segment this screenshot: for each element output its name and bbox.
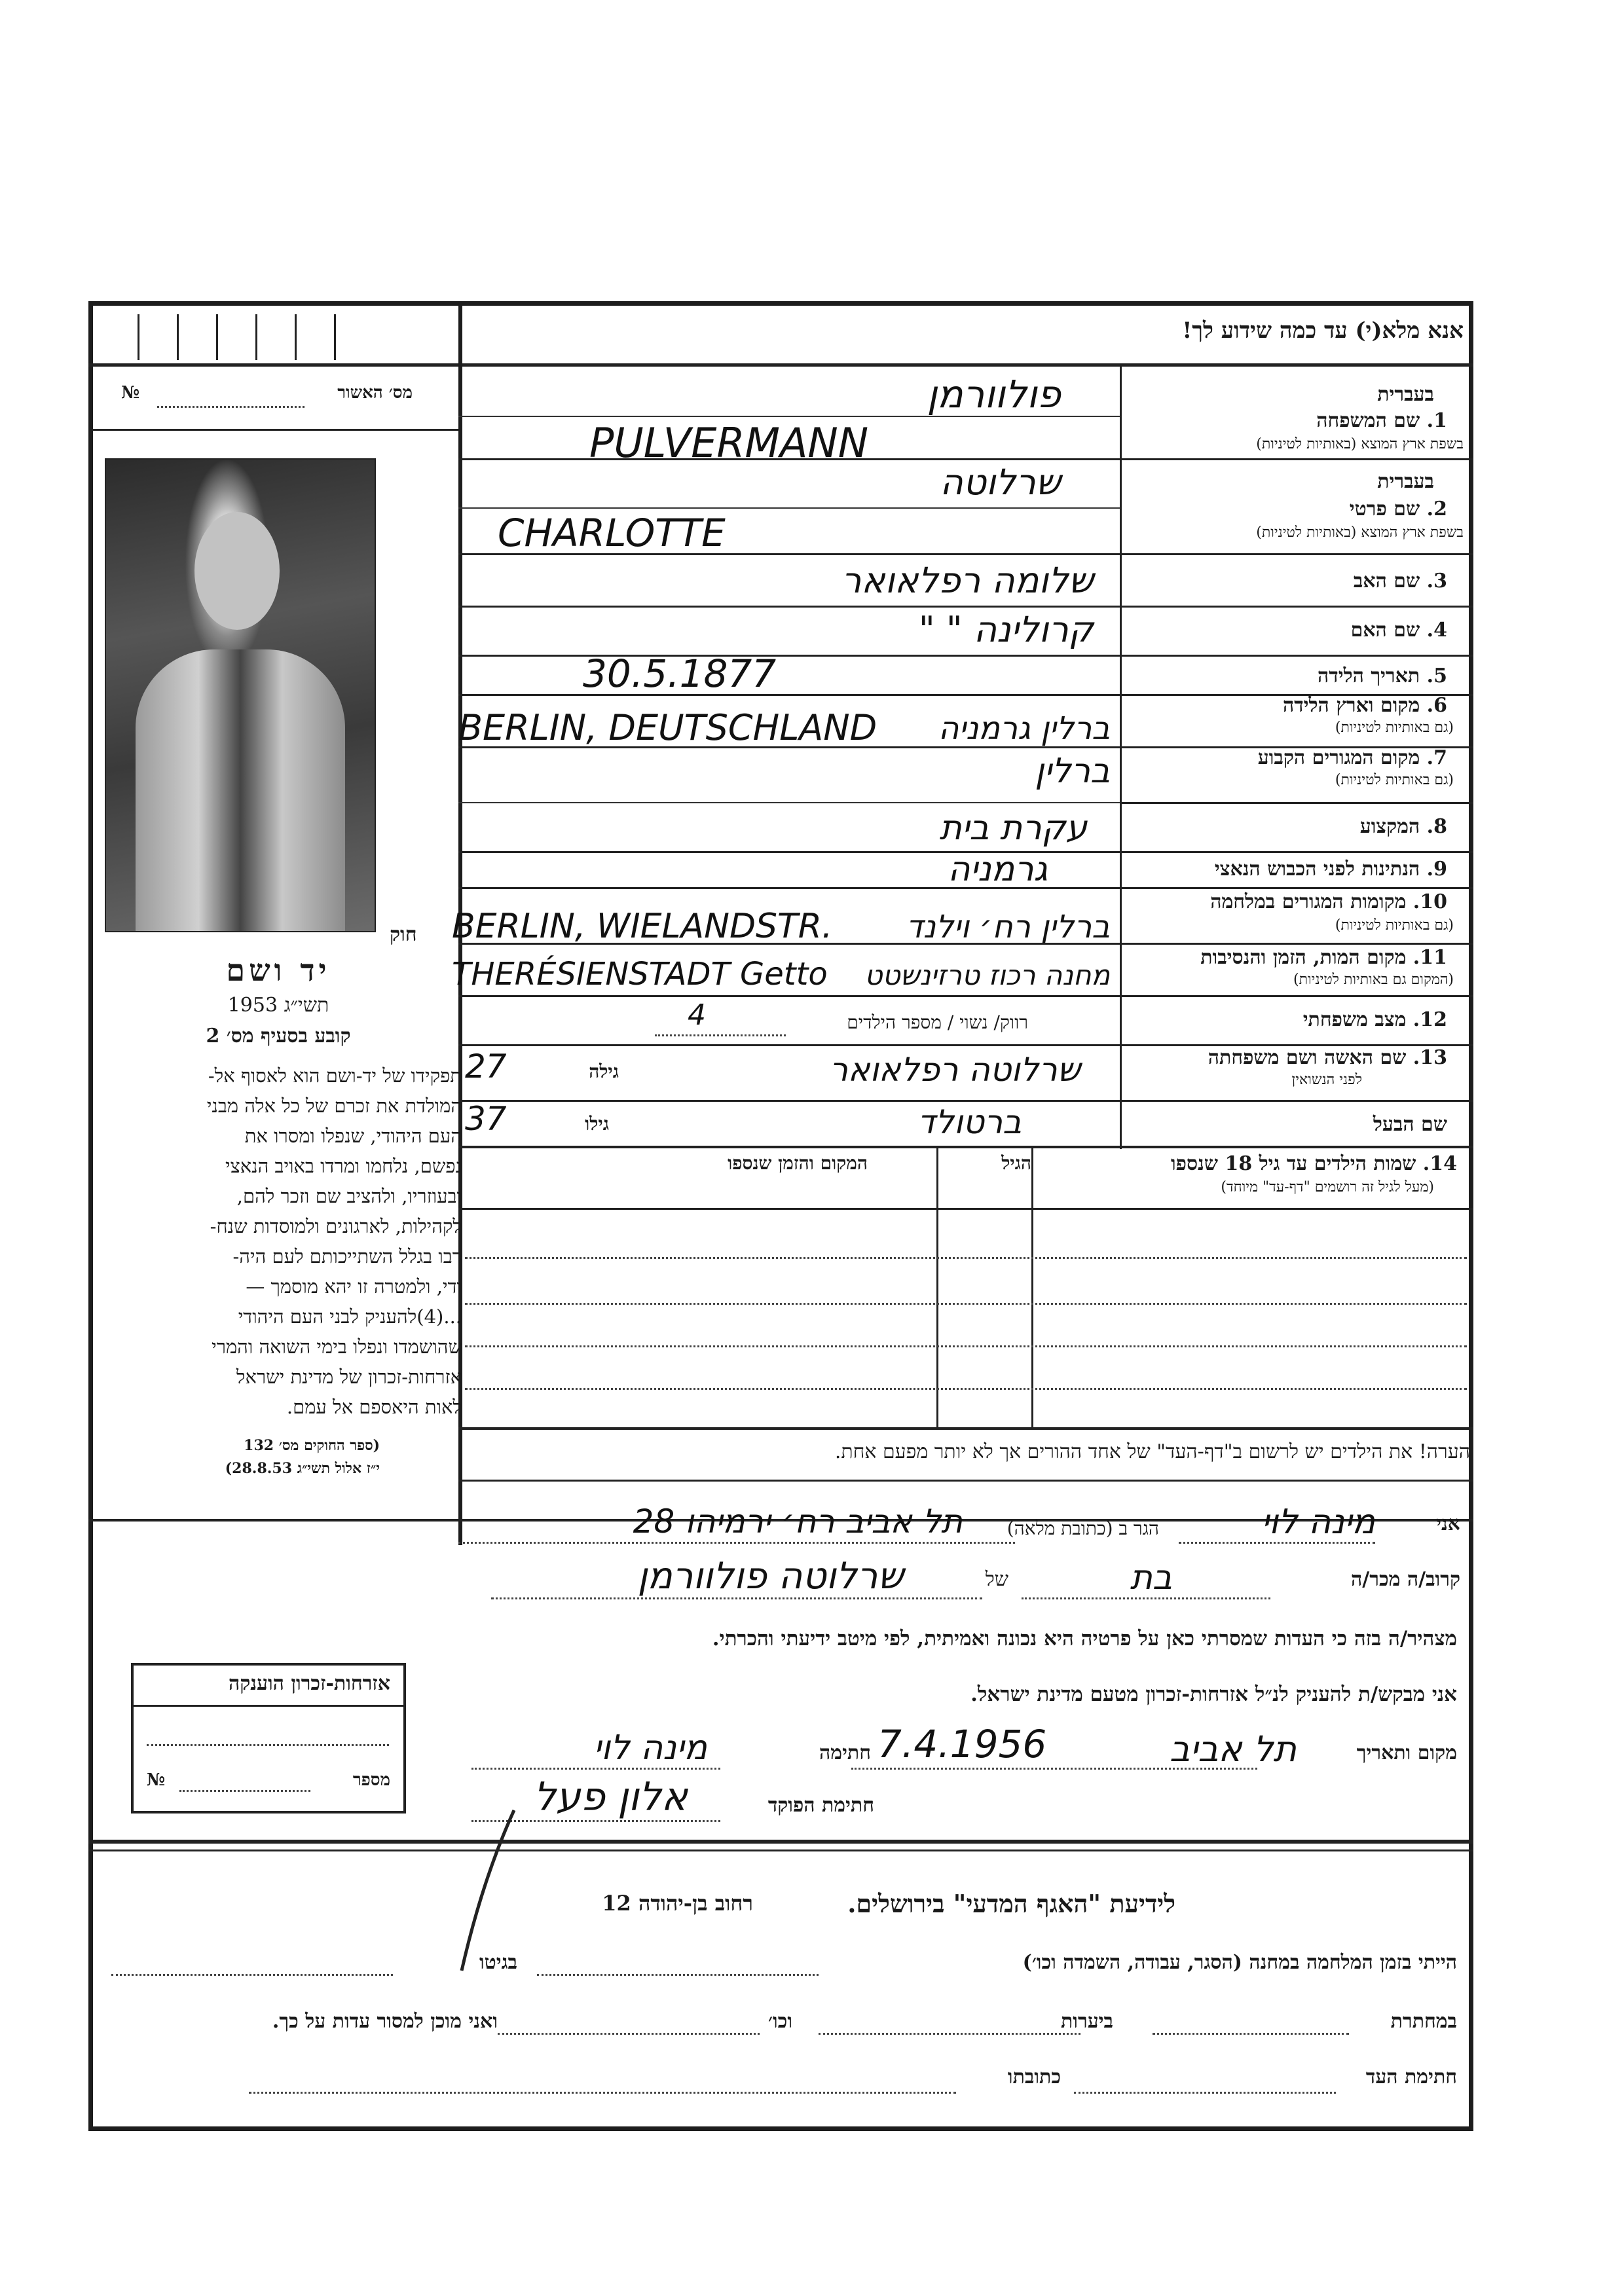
label-column-divider bbox=[1120, 363, 1122, 1149]
field-5-label: 5. תאריך הלידה bbox=[1318, 665, 1447, 687]
footer-line1: הייתי בזמן המלחמה במחנה (הסגר, עבודה, השמדה וכו׳) bbox=[1022, 1951, 1457, 1974]
citizenship-box-title: אזרחות-זכרון הוענקה bbox=[228, 1672, 390, 1695]
institution-text-line: ודי, ולמטרה זו יהא מוסמך — bbox=[246, 1275, 462, 1298]
field-9-label: 9. הנתינות לפני הכבוש הנאצי bbox=[1214, 858, 1447, 881]
field-14-sub: (מעל לגיל זה רושמים "דף-עד" מיוחד) bbox=[1221, 1179, 1434, 1195]
registration-label: מס׳ האשור bbox=[337, 383, 413, 403]
field-6-value-latin[interactable]: BERLIN, DEUTSCHLAND bbox=[458, 707, 877, 748]
field-10-sub: (גם באותיות לטיניות) bbox=[1335, 917, 1454, 934]
law-source-1: (ספר החוקים מס׳ 132 bbox=[244, 1437, 380, 1454]
children-row[interactable] bbox=[465, 1388, 1467, 1390]
field-10-value-latin[interactable]: BERLIN, WIELANDSTR. bbox=[452, 907, 833, 946]
declaration-relative-label: קרוב/ה מכר/ה bbox=[1351, 1568, 1460, 1591]
field-2-line-a bbox=[458, 507, 1120, 509]
children-row[interactable] bbox=[465, 1345, 1467, 1347]
husband-age-value[interactable]: 37 bbox=[465, 1100, 507, 1138]
declaration-relation-line bbox=[1022, 1597, 1270, 1599]
citizenship-box-line bbox=[147, 1744, 389, 1746]
field-13-label: 13. שם האשה ושם משפחתה bbox=[1208, 1046, 1447, 1069]
declaration-address[interactable]: תל אביב רח׳ ירמיהו 28 bbox=[633, 1503, 963, 1540]
institution-year-he: תשי״ג bbox=[284, 994, 329, 1017]
footer-forests: ביערות bbox=[1060, 2010, 1113, 2033]
field-3-label: 3. שם האב bbox=[1353, 570, 1447, 592]
header-boxes bbox=[92, 308, 455, 360]
field-2-sub-hebrew: בעברית bbox=[1377, 470, 1434, 493]
field-1-value-latin[interactable]: PULVERMANN bbox=[589, 419, 869, 467]
declaration-request: אני מבקש/ת להעניק לנ״ל אזרחות-זכרון מטעם מדינת ישראל. bbox=[970, 1683, 1457, 1706]
portrait-photo bbox=[105, 458, 376, 932]
children-note: הערה! את הילדים יש לרשום ב"דף-העד" של אחד ההורים אך לא יותר מפעם אחת. bbox=[834, 1440, 1470, 1463]
field-11-value-hebrew[interactable]: מחנה רכוז טרזינשטט bbox=[864, 959, 1110, 991]
footer-testimony: ואני מוכן למסור עדות על כך. bbox=[272, 2010, 498, 2033]
field-12-label: 12. מצב משפחתי bbox=[1302, 1008, 1447, 1031]
institution-text-line: תפקידו של יד-ושם הוא לאסוף אל- bbox=[208, 1065, 462, 1087]
declaration-lives-at: הגר ב (כתובת מלאה) bbox=[1006, 1518, 1159, 1539]
institution-text-line: לאות היאספם אל עמם. bbox=[286, 1396, 462, 1418]
citizenship-no-sign: № bbox=[147, 1770, 166, 1790]
citizenship-number-field[interactable] bbox=[179, 1790, 310, 1792]
institution-text-line: נפשם, נלחמו ומרדו באויב הנאצי bbox=[225, 1155, 462, 1177]
field-12-children-value[interactable]: 4 bbox=[688, 998, 706, 1032]
husband-value[interactable]: ברטולד bbox=[917, 1103, 1022, 1141]
husband-label: שם הבעל bbox=[1373, 1113, 1447, 1136]
field-6-sub: (גם באותיות לטיניות) bbox=[1335, 720, 1454, 736]
children-row[interactable] bbox=[465, 1257, 1467, 1259]
declaration-relation[interactable]: בת bbox=[1130, 1558, 1172, 1597]
field-14-label: 14. שמות הילדים עד גיל 18 שנספו bbox=[1170, 1152, 1457, 1175]
field-13-sub: לפני הנשואין bbox=[1291, 1072, 1362, 1088]
field-13-value[interactable]: שרלוטה רפלאואר bbox=[829, 1051, 1080, 1089]
field-4-label: 4. שם האם bbox=[1350, 619, 1447, 642]
institution-text-line: ...(4)להעניק לבני העם היהודי bbox=[238, 1305, 462, 1328]
field-11-sub: (המקום גם באותיות לטיניות) bbox=[1293, 972, 1454, 988]
field-10-label: 10. מקומות המגורים במלחמה bbox=[1210, 890, 1447, 913]
field-10-divider bbox=[458, 943, 1473, 945]
footer-top-line-2 bbox=[88, 1850, 1473, 1851]
footer-forests-field[interactable] bbox=[819, 2033, 1080, 2035]
field-1-divider bbox=[458, 458, 1473, 460]
field-4-value[interactable]: קרולינה " " bbox=[918, 609, 1094, 650]
field-2-label: 2. שם פרטי bbox=[1349, 498, 1447, 520]
field-9-divider bbox=[458, 887, 1473, 889]
footer-ghetto-field[interactable] bbox=[111, 1974, 393, 1976]
declaration-place[interactable]: תל אביב bbox=[1170, 1728, 1297, 1770]
institution-text-line: שהושמדו ונפלו בימי השואה והמרי bbox=[212, 1336, 462, 1358]
declaration-name[interactable]: מינה לוי bbox=[1261, 1503, 1375, 1542]
field-2-value-latin[interactable]: CHARLOTTE bbox=[498, 511, 726, 555]
field-14-bottom-line bbox=[458, 1427, 1473, 1430]
field-3-value[interactable]: שלומה רפלאואר bbox=[841, 560, 1094, 601]
field-13-age-label: גילה bbox=[589, 1061, 619, 1082]
field-14-col-age: הגיל bbox=[1001, 1152, 1031, 1174]
law-word: חוק bbox=[390, 923, 417, 946]
institution-text-line: רבו בגלל השתייכותם לעם היה- bbox=[232, 1245, 462, 1267]
children-row[interactable] bbox=[465, 1303, 1467, 1305]
note-bottom-line bbox=[458, 1480, 1473, 1482]
field-2-sub-latin: בשפת ארץ המוצא (באותיות לטיניות) bbox=[1256, 524, 1464, 541]
official-signature-label: חתימת הפוקד bbox=[767, 1794, 874, 1817]
signature-label: חתימה bbox=[819, 1741, 871, 1764]
footer-etc: וכו׳ bbox=[768, 2010, 792, 2033]
field-14-col-divider-b bbox=[1031, 1146, 1033, 1427]
field-11-value-latin[interactable]: THERÉSIENSTADT Getto bbox=[452, 956, 828, 993]
field-9-value[interactable]: גרמניה bbox=[948, 850, 1048, 889]
citizenship-box bbox=[131, 1663, 406, 1813]
field-6-value-hebrew[interactable]: ברלין גרמניה bbox=[938, 710, 1110, 747]
form-header-title: אנא מלא(י) עד כמה שידוע לך! bbox=[1182, 318, 1464, 344]
field-6-label: 6. מקום וארץ הלידה bbox=[1282, 694, 1447, 717]
footer-ghetto: בגיטו bbox=[479, 1951, 517, 1974]
declaration-address-line bbox=[458, 1542, 1015, 1544]
footer-underground-field[interactable] bbox=[1153, 2033, 1349, 2035]
field-7-sub: (גם באותיות לטיניות) bbox=[1335, 772, 1454, 788]
field-14-header-line bbox=[458, 1208, 1473, 1210]
husband-divider bbox=[458, 1146, 1473, 1148]
field-1-label: 1. שם המשפחה bbox=[1316, 409, 1447, 432]
registration-divider bbox=[92, 429, 458, 431]
declaration-name-line bbox=[1179, 1542, 1375, 1544]
declaration-statement: מצהיר/ה בזה כי העדות שמסרתי כאן על פרטיה היא נכונה ואמיתית, לפי מיטב ידיעתי והכרתי. bbox=[712, 1627, 1457, 1650]
header-divider bbox=[88, 363, 1473, 367]
footer-witness-address: כתובתו bbox=[1007, 2066, 1061, 2088]
signature-line bbox=[471, 1768, 720, 1770]
law-source-2: י״ז אלול תשי״ג 28.8.53) bbox=[225, 1460, 380, 1477]
footer-camp-field[interactable] bbox=[537, 1974, 819, 1976]
field-7-value[interactable]: ברלין bbox=[1035, 752, 1110, 791]
footer-top-line bbox=[88, 1840, 1473, 1844]
footer-witness-signature-field[interactable] bbox=[1074, 2092, 1336, 2094]
institution-text-line: ובעוזריו, ולהציב שם וזכר להם, bbox=[236, 1185, 462, 1207]
yad-vashem-title: יד ושם bbox=[226, 953, 331, 988]
institution-clause: קובע בסעיף מס׳ 2 bbox=[206, 1025, 351, 1048]
declaration-of-name[interactable]: שרלוטה פולוורמן bbox=[637, 1555, 904, 1597]
field-1-sub-latin: בשפת ארץ המוצא (באותיות לטיניות) bbox=[1256, 436, 1464, 452]
field-2-value-hebrew[interactable]: שרלוטה bbox=[940, 462, 1061, 503]
field-11-label: 11. מקום המות, הזמן והנסיבות bbox=[1200, 946, 1447, 969]
registration-number-line[interactable] bbox=[157, 406, 304, 408]
citizenship-box-divider bbox=[134, 1705, 403, 1707]
field-12-children-line bbox=[655, 1034, 786, 1036]
footer-underground: במחתרת bbox=[1390, 2010, 1457, 2033]
declaration-date[interactable]: 7.4.1956 bbox=[877, 1722, 1047, 1766]
field-3-divider bbox=[458, 606, 1473, 608]
footer-heading: לידיעת "האגף המדעי" בירושלים. bbox=[847, 1889, 1175, 1918]
citizenship-number-label: מספר bbox=[352, 1770, 390, 1790]
field-2-divider bbox=[458, 553, 1473, 555]
field-7-line bbox=[458, 802, 1120, 803]
declaration-signature[interactable]: מינה לוי bbox=[593, 1728, 707, 1768]
field-7-label: 7. מקום המגורים הקבוע bbox=[1257, 746, 1447, 769]
field-7-divider bbox=[1120, 802, 1473, 804]
declaration-ani: אני bbox=[1436, 1512, 1460, 1535]
institution-text-line: אזרחות-זכרון של מדינת ישראל bbox=[236, 1366, 462, 1388]
field-1-value-hebrew[interactable]: פולוורמן bbox=[927, 372, 1061, 416]
institution-text bbox=[98, 1061, 462, 1422]
field-14-col-place: המקום והזמן שנספו bbox=[728, 1152, 868, 1174]
field-11-divider bbox=[458, 995, 1473, 997]
field-5-value[interactable]: 30.5.1877 bbox=[583, 651, 777, 696]
official-signature[interactable]: אלון פעל bbox=[533, 1774, 688, 1820]
registration-no-sign: № bbox=[121, 383, 140, 403]
field-12-options: רווק/ נשוי / מספר הילדים bbox=[847, 1011, 1028, 1033]
declaration-of-line bbox=[491, 1597, 982, 1599]
field-13-divider bbox=[458, 1100, 1473, 1102]
institution-text-line: העם היהודי, שנפלו ומסרו את bbox=[244, 1125, 462, 1147]
footer-address: רחוב בן-יהודה 12 bbox=[602, 1891, 753, 1916]
field-8-label: 8. המקצוע bbox=[1359, 815, 1447, 838]
institution-text-line: המולדת את זכרם של כל אלה מבני bbox=[206, 1095, 462, 1117]
footer-etc-field[interactable] bbox=[498, 2033, 760, 2035]
field-8-value[interactable]: עקרת בית bbox=[939, 809, 1087, 848]
field-14-col-divider-a bbox=[936, 1146, 938, 1427]
field-1-line-a bbox=[458, 416, 1120, 417]
institution-year bbox=[196, 994, 360, 1017]
field-10-value-hebrew[interactable]: ברלין רח׳ וילנד bbox=[906, 909, 1110, 945]
footer-witness-signature: חתימת העד bbox=[1365, 2066, 1457, 2088]
place-date-label: מקום ותאריך bbox=[1356, 1741, 1457, 1764]
institution-text-line: לקהילות, לארגונים ולמוסדות שנח- bbox=[210, 1215, 462, 1237]
declaration-of: של bbox=[985, 1568, 1008, 1591]
footer-witness-address-field[interactable] bbox=[249, 2092, 956, 2094]
institution-year-num: 1953 bbox=[227, 994, 278, 1017]
field-13-age-value[interactable]: 27 bbox=[465, 1048, 507, 1085]
husband-age-label: גילו bbox=[585, 1113, 609, 1135]
field-1-sub-hebrew: בעברית bbox=[1377, 383, 1434, 406]
